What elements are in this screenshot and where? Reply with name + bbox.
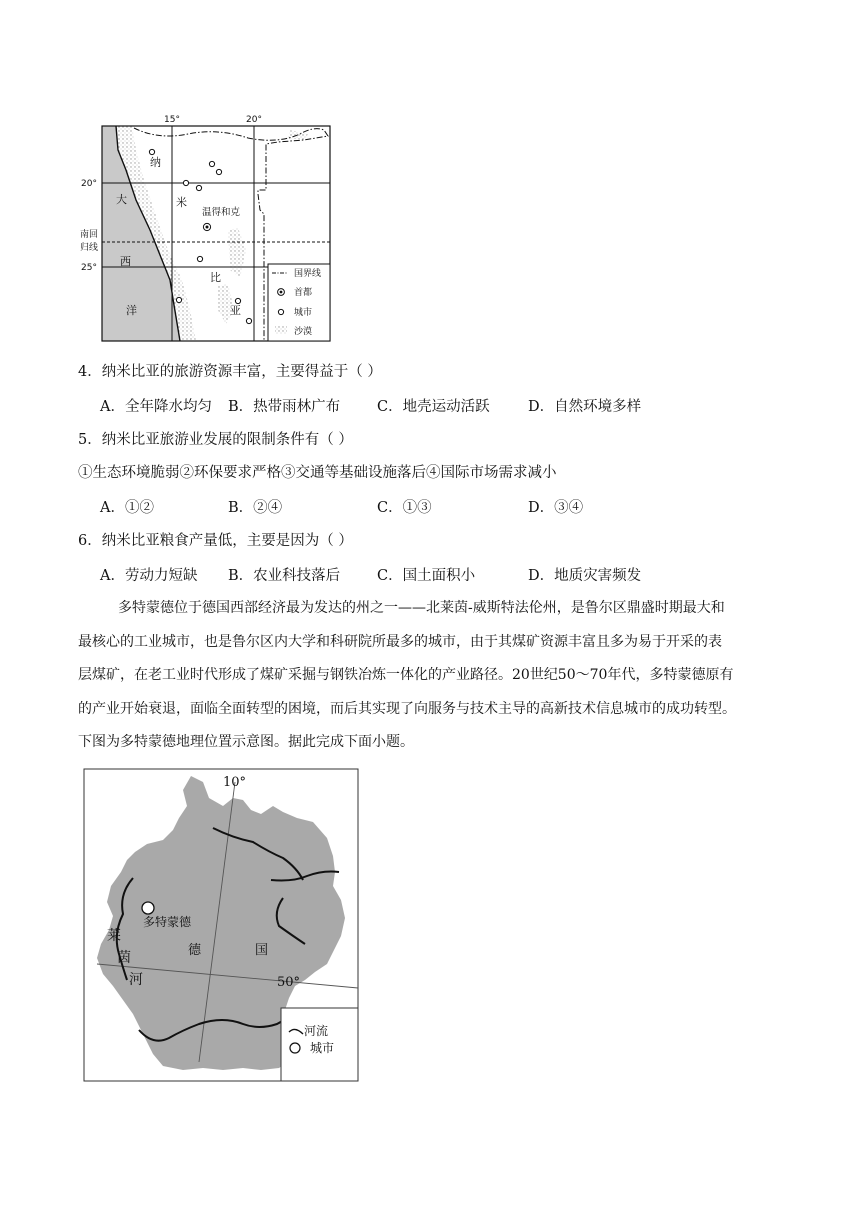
river-label: 莱 (107, 928, 121, 944)
city-label-dortmund: 多特蒙德 (143, 915, 192, 929)
country-label: 纳 (150, 156, 161, 169)
lat-label-25: 25° (81, 263, 97, 273)
option-a: A．全年降水均匀 (100, 399, 212, 415)
legend-river-label: 河流 (304, 1024, 329, 1038)
river-label: 河 (129, 972, 143, 988)
germany-map (83, 768, 359, 1082)
city-dot (235, 298, 240, 303)
question-4-stem: 4．纳米比亚的旅游资源丰富，主要得益于（ ） (78, 364, 382, 380)
city-marker-dortmund (142, 902, 154, 914)
tropic-label: 归线 (80, 243, 99, 253)
question-5-stem: 5．纳米比亚旅游业发展的限制条件有（ ） (78, 432, 353, 448)
reading-passage (78, 592, 790, 760)
city-dot (183, 180, 188, 185)
city-dot (176, 297, 181, 302)
city-dot (216, 169, 221, 174)
country-label: 国 (255, 943, 269, 958)
lon-label-20: 20° (246, 115, 262, 125)
passage-line: 最核心的工业城市，也是鲁尔区内大学和科研院所最多的城市，由于其煤矿资源丰富且多为易于开采的表 (78, 633, 722, 650)
passage-line: 的产业开始衰退，面临全面转型的困境，而后其实现了向服务与技术主导的高新技术信息城市的成功转型。 (78, 700, 736, 717)
legend-city-label: 城市 (310, 1041, 335, 1055)
lat-label-50: 50° (277, 975, 301, 990)
passage-line: 多特蒙德位于德国西部经济最为发达的州之一——北莱茵-威斯特法伦州，是鲁尔区鼎盛时期最大和 (118, 600, 725, 616)
capital-label: 温得和克 (202, 207, 241, 218)
city-dot (197, 256, 202, 261)
question-5-statement: ①生态环境脆弱②环保要求严格③交通等基础设施落后④国际市场需求减小 (78, 465, 557, 481)
option-c: C．国土面积小 (377, 568, 476, 584)
city-dot (149, 149, 154, 154)
city-dot (209, 161, 214, 166)
option-b: B．②④ (228, 500, 283, 516)
option-a: A．劳动力短缺 (100, 568, 198, 584)
tropic-label: 南回 (80, 230, 99, 240)
legend-capital-label: 首都 (294, 288, 313, 298)
city-dot (196, 185, 201, 190)
question-6-stem: 6．纳米比亚粮食产量低，主要是因为（ ） (78, 533, 353, 549)
river-label: 茵 (117, 950, 131, 966)
ocean-area (102, 126, 180, 341)
option-d: D．地质灾害频发 (528, 568, 642, 584)
ocean-label: 西 (120, 255, 131, 268)
option-a: A．①② (100, 500, 154, 516)
legend-desert-label: 沙漠 (294, 327, 313, 337)
option-d: D．自然环境多样 (528, 399, 642, 415)
ocean-label: 洋 (126, 304, 137, 317)
lat-label-20: 20° (81, 179, 97, 189)
passage-line: 层煤矿，在老工业时代形成了煤矿采掘与钢铁冶炼一体化的产业路径。20世纪50～70年代，多特蒙德原有 (78, 667, 734, 683)
ocean-label: 大 (116, 193, 127, 206)
lon-label-15: 15° (164, 115, 180, 125)
option-c: C．①③ (377, 500, 432, 516)
country-label: 米 (176, 196, 187, 209)
option-b: B．热带雨林广布 (228, 399, 341, 415)
option-d: D．③④ (528, 500, 584, 516)
country-label: 德 (188, 943, 202, 958)
country-label: 比 (210, 271, 221, 284)
option-b: B．农业科技落后 (228, 568, 341, 584)
namibia-map (78, 110, 338, 346)
passage-line: 下图为多特蒙德地理位置示意图。据此完成下面小题。 (78, 734, 414, 750)
country-label: 亚 (230, 304, 241, 317)
option-c: C．地壳运动活跃 (377, 399, 490, 415)
legend-border-label: 国界线 (294, 269, 322, 279)
legend-city-label: 城市 (294, 308, 313, 318)
lon-label-10: 10° (223, 775, 247, 790)
city-dot (246, 318, 251, 323)
